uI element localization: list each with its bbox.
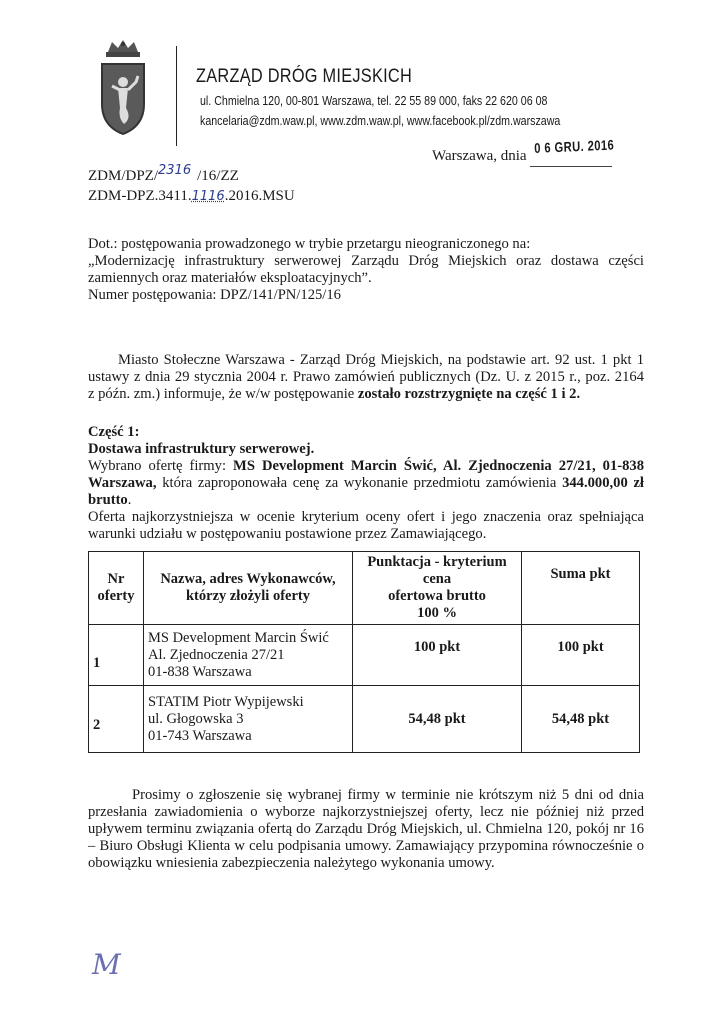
closing-paragraph <box>88 787 644 872</box>
criterion-label-1: Punktacja - kryterium <box>367 554 507 570</box>
warsaw-coat-of-arms-icon <box>92 38 154 136</box>
ref1-handwritten: 2316 <box>158 163 192 178</box>
reason-line-2: warunki udziału w postępowaniu postawione przez Zamawiającego. <box>88 526 487 542</box>
header-name: Nazwa, adres Wykonawców, którzy złożyli oferty <box>144 552 353 625</box>
part1-title: Dostawa infrastruktury serwerowej. <box>88 441 315 457</box>
row-sum: 54,48 pkt <box>522 686 640 753</box>
contractor-street: Al. Zjednoczenia 27/21 <box>148 646 285 663</box>
part1-section <box>88 424 644 543</box>
table-row <box>89 686 640 753</box>
criterion-label-2: cena <box>422 571 452 587</box>
date-underline <box>530 166 612 167</box>
ref2-prefix: ZDM-DPZ.3411. <box>88 188 192 204</box>
reference-number-2 <box>88 188 295 205</box>
selection-period: . <box>127 492 132 508</box>
row-contractor <box>144 625 353 686</box>
intro-line-2: ustawy z dnia 29 stycznia 2004 r. Prawo zamówień publicznych (Dz. U. z 2015 r., poz. 2164 <box>88 369 644 385</box>
selection-line-1 <box>88 458 644 475</box>
price-brutto: brutto <box>88 492 128 508</box>
procedure-number: Numer postępowania: DPZ/141/PN/125/16 <box>88 287 341 303</box>
contractor-city: 01-838 Warszawa <box>148 663 252 680</box>
closing-line-5: obowiązku wniesienia zabezpieczenia należytego wykonania umowy. <box>88 855 495 871</box>
intro-decision: zostało rozstrzygnięte na część 1 i 2. <box>357 386 581 402</box>
contractor-street: ul. Głogowska 3 <box>148 710 244 727</box>
row-sum: 100 pkt <box>522 625 640 686</box>
selection-intro: Wybrano ofertę firmy: <box>88 458 234 474</box>
closing-line-1: Prosimy o zgłoszenie się wybranej firmy w terminie nie krótszym niż 5 dni od dnia <box>132 787 644 803</box>
subject-line-3: zamiennych oraz materiałów eksploatacyjnych”. <box>88 270 372 286</box>
row-contractor <box>144 686 353 753</box>
ref2-suffix: .2016.MSU <box>224 188 295 204</box>
date-stamp: 0 6 GRU. 2016 <box>534 136 615 156</box>
row-nr: 1 <box>89 625 144 686</box>
contractor-name: MS Development Marcin Świć <box>148 629 329 646</box>
subject-line-1: Dot.: postępowania prowadzonego w trybie przetargu nieograniczonego na: <box>88 236 531 252</box>
intro-line-3-text: z późn. zm.) informuje, że w/w postępowanie <box>88 386 358 402</box>
table-row <box>89 625 640 686</box>
ref2-handwritten: 1116 <box>191 189 225 204</box>
handwritten-initials: M <box>92 948 121 981</box>
row-criterion: 100 pkt <box>353 625 522 686</box>
intro-line-3 <box>88 386 644 403</box>
place-label: Warszawa, dnia <box>432 148 527 164</box>
subject-line-2: „Modernizację infrastruktury serwerowej Zarządu Dróg Miejskich oraz dostawa części <box>88 253 644 269</box>
selection-line-3 <box>88 492 644 509</box>
criterion-label-3: ofertowa brutto <box>388 588 486 604</box>
closing-line-2: przesłania zawiadomienia o wyborze najkorzystniejszej oferty, lecz nie później niż przed <box>88 804 644 820</box>
address-line: ul. Chmielna 120, 00-801 Warszawa, tel. 22 55 89 000, faks 22 620 06 08 <box>200 93 548 108</box>
part1-heading: Część 1: <box>88 424 140 440</box>
criterion-label-4: 100 % <box>417 605 457 621</box>
selected-city: Warszawa, <box>88 475 157 491</box>
ref1-prefix: ZDM/DPZ/ <box>88 168 159 184</box>
header-sum: Suma pkt <box>522 552 640 625</box>
intro-line-1: Miasto Stołeczne Warszawa - Zarząd Dróg Miejskich, na podstawie art. 92 ust. 1 pkt 1 <box>118 352 644 368</box>
offers-table <box>88 551 640 753</box>
subject-block <box>88 236 644 304</box>
organization-name: ZARZĄD DRÓG MIEJSKICH <box>196 66 413 87</box>
row-criterion: 54,48 pkt <box>353 686 522 753</box>
selected-contractor: MS Development Marcin Świć, Al. Zjednoczenia 27/21, 01-838 <box>233 458 644 474</box>
contractor-name: STATIM Piotr Wypijewski <box>148 693 304 710</box>
closing-line-3: upływem terminu związania ofertą do Zarządu Dróg Miejskich, ul. Chmielna 120, pokój nr 16 <box>88 821 644 837</box>
table-header-row <box>89 552 640 625</box>
intro-paragraph <box>88 352 644 403</box>
header-criterion <box>353 552 522 625</box>
reference-number-1 <box>88 163 239 185</box>
header-nr: Nr oferty <box>89 552 144 625</box>
selection-price-text: która zaproponowała cenę za wykonanie przedmiotu zamówienia <box>156 475 563 491</box>
ref1-suffix: /16/ZZ <box>197 168 239 184</box>
reason-line-1: Oferta najkorzystniejsza w ocenie kryterium oceny ofert i jego znaczenia oraz spełniająca <box>88 509 644 525</box>
header-divider <box>176 46 177 146</box>
selection-line-2 <box>88 475 644 492</box>
selected-price: 344.000,00 zł <box>562 475 644 491</box>
contractor-city: 01-743 Warszawa <box>148 727 252 744</box>
contact-line: kancelaria@zdm.waw.pl, www.zdm.waw.pl, www.facebook.pl/zdm.warszawa <box>200 113 561 128</box>
row-nr: 2 <box>89 686 144 753</box>
closing-line-4: – Biuro Obsługi Klienta w celu podpisania umowy. Zamawiający przypomina równocześnie o <box>88 838 644 854</box>
